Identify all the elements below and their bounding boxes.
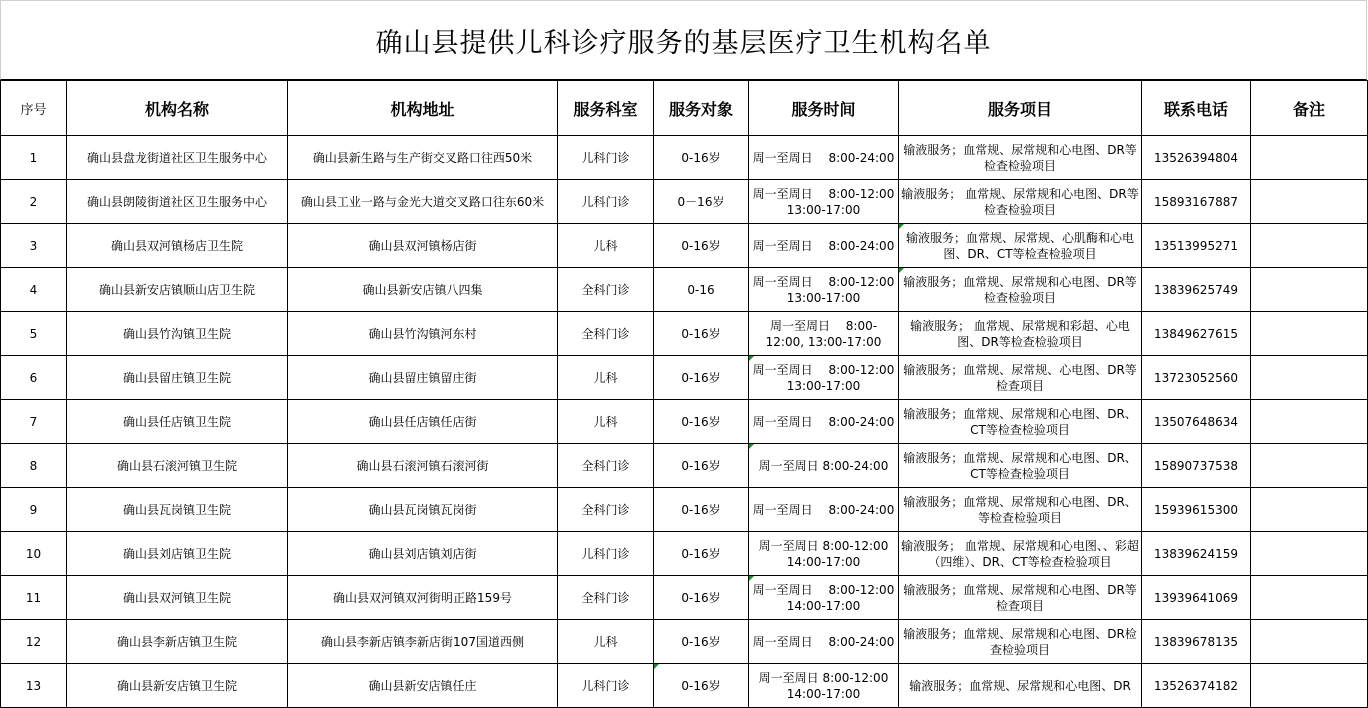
column-header-phone[interactable]: 联系电话 (1142, 81, 1251, 136)
cell-seq-text: 5 (29, 326, 38, 341)
cell-dept-text: 儿科门诊 (581, 194, 630, 209)
cell-phone[interactable] (1142, 620, 1251, 664)
cell-note[interactable] (1251, 576, 1368, 620)
table-row (1, 180, 1368, 224)
cell-note[interactable] (1251, 224, 1368, 268)
cell-items[interactable] (899, 488, 1142, 532)
table-row (1, 400, 1368, 444)
cell-seq[interactable] (1, 532, 67, 576)
cell-items-text: 输液服务； 血常规、尿常规和彩超、心电图、DR等检查检验项目 (910, 318, 1130, 349)
cell-time-text: 周一至周日 8:00-24:00 (752, 634, 895, 649)
cell-items[interactable] (899, 664, 1142, 708)
cell-phone-text: 13526394804 (1154, 150, 1238, 165)
cell-seq-text: 8 (29, 458, 38, 473)
cell-seq-text: 2 (29, 194, 38, 209)
cell-time-text: 周一至周日 8:00-12:00 14:00-17:00 (758, 538, 889, 569)
cell-seq[interactable] (1, 180, 67, 224)
cell-dept-text: 儿科 (593, 238, 618, 253)
cell-name-text: 确山县石滚河镇卫生院 (116, 458, 237, 473)
cell-dept-text: 儿科 (593, 634, 618, 649)
table-row (1, 488, 1368, 532)
cell-name[interactable] (67, 312, 288, 356)
cell-note[interactable] (1251, 664, 1368, 708)
cell-time[interactable] (749, 312, 899, 356)
cell-name-text: 确山县新安店镇顺山店卫生院 (98, 282, 255, 297)
cell-name[interactable] (67, 400, 288, 444)
cell-address[interactable] (288, 224, 558, 268)
cell-target[interactable] (654, 444, 749, 488)
cell-dept[interactable] (558, 488, 654, 532)
cell-dept[interactable] (558, 180, 654, 224)
cell-name[interactable] (67, 136, 288, 180)
cell-address-text: 确山县竹沟镇河东村 (368, 326, 477, 341)
cell-name-text: 确山县新安店镇卫生院 (116, 678, 237, 693)
cell-time-text: 周一至周日 8:00-12:00, 13:00-17:00 (765, 318, 882, 349)
cell-target-text: 0-16岁 (681, 634, 721, 649)
cell-phone[interactable] (1142, 312, 1251, 356)
cell-dept-text: 儿科门诊 (581, 150, 630, 165)
cell-items[interactable] (899, 532, 1142, 576)
cell-address[interactable] (288, 488, 558, 532)
cell-target-text: 0-16 (687, 282, 715, 297)
cell-dept[interactable] (558, 312, 654, 356)
cell-dept[interactable] (558, 664, 654, 708)
cell-phone[interactable] (1142, 664, 1251, 708)
cell-items-text: 输液服务；血常规、尿常规和心电图、DR、CT等检查检验项目 (903, 450, 1137, 481)
cell-address[interactable] (288, 180, 558, 224)
cell-target[interactable] (654, 180, 749, 224)
cell-items-text: 输液服务；血常规、尿常规和心电图、DR、CT等检查检验项目 (903, 406, 1137, 437)
title-cell[interactable] (0, 0, 1367, 80)
cell-dept[interactable] (558, 444, 654, 488)
cell-name[interactable] (67, 488, 288, 532)
cell-items[interactable] (899, 444, 1142, 488)
cell-target-text: 0-16岁 (681, 414, 721, 429)
cell-time[interactable] (749, 356, 899, 400)
cell-address[interactable] (288, 576, 558, 620)
cell-time-text: 周一至周日 8:00-24:00 (752, 150, 895, 165)
cell-phone[interactable] (1142, 400, 1251, 444)
cell-address-text: 确山县双河镇双河街明正路159号 (333, 590, 512, 605)
cell-seq-text: 6 (29, 370, 38, 385)
cell-target[interactable] (654, 488, 749, 532)
cell-time-text: 周一至周日 8:00-12:00 13:00-17:00 (752, 274, 895, 305)
table-row (1, 224, 1368, 268)
cell-items[interactable] (899, 180, 1142, 224)
cell-name[interactable] (67, 268, 288, 312)
cell-target[interactable] (654, 356, 749, 400)
cell-items[interactable] (899, 620, 1142, 664)
cell-phone-text: 13839678135 (1154, 634, 1238, 649)
cell-name-text: 确山县双河镇卫生院 (122, 590, 231, 605)
cell-items-text: 输液服务；血常规、尿常规、心肌酶和心电图、DR、CT等检查检验项目 (905, 230, 1134, 261)
cell-name[interactable] (67, 576, 288, 620)
cell-note[interactable] (1251, 180, 1368, 224)
table-row (1, 620, 1368, 664)
cell-items[interactable] (899, 224, 1142, 268)
cell-phone-text: 13939641069 (1154, 590, 1238, 605)
cell-time[interactable] (749, 180, 899, 224)
cell-dept[interactable] (558, 620, 654, 664)
cell-time-text: 周一至周日 8:00-12:00 13:00-17:00 (752, 362, 895, 393)
cell-address-text: 确山县留庄镇留庄街 (368, 370, 477, 385)
cell-items-text: 输液服务；血常规、尿常规和心电图、DR、等检查检验项目 (903, 494, 1137, 525)
table-row (1, 136, 1368, 180)
cell-time[interactable] (749, 532, 899, 576)
cell-seq-text: 13 (25, 678, 42, 693)
cell-address-text: 确山县工业一路与金光大道交叉路口往东60米 (300, 194, 545, 209)
cell-phone[interactable] (1142, 180, 1251, 224)
table-row (1, 532, 1368, 576)
cell-items-text: 输液服务； 血常规、尿常规和心电图、DR等检查检验项目 (901, 186, 1139, 217)
cell-address-text: 确山县石滚河镇石滚河街 (356, 458, 489, 473)
cell-dept[interactable] (558, 576, 654, 620)
cell-dept-text: 全科门诊 (581, 282, 630, 297)
cell-seq-text: 4 (29, 282, 38, 297)
cell-seq-text: 3 (29, 238, 38, 253)
cell-address[interactable] (288, 400, 558, 444)
cell-items-text: 输液服务；血常规、尿常规和心电图、DR等检查项目 (903, 582, 1137, 613)
cell-items[interactable] (899, 356, 1142, 400)
table-row (1, 356, 1368, 400)
cell-time-text: 周一至周日 8:00-24:00 (752, 238, 895, 253)
cell-phone[interactable] (1142, 488, 1251, 532)
cell-name-text: 确山县双河镇杨店卫生院 (110, 238, 243, 253)
cell-seq[interactable] (1, 356, 67, 400)
cell-address-text: 确山县任店镇任店街 (368, 414, 477, 429)
cell-target-text: 0-16岁 (681, 590, 721, 605)
cell-phone[interactable] (1142, 576, 1251, 620)
table-row (1, 444, 1368, 488)
cell-dept[interactable] (558, 356, 654, 400)
cell-seq-text: 7 (29, 414, 38, 429)
cell-comment-marker-icon (749, 576, 754, 581)
cell-name-text: 确山县李新店镇卫生院 (116, 634, 237, 649)
cell-time-text: 周一至周日 8:00-12:00 13:00-17:00 (752, 186, 895, 217)
cell-time[interactable] (749, 576, 899, 620)
column-header-target[interactable]: 服务对象 (654, 81, 749, 136)
cell-target-text: 0-16岁 (681, 678, 721, 693)
column-header-note[interactable]: 备注 (1251, 81, 1368, 136)
cell-seq-text: 1 (29, 150, 38, 165)
cell-name[interactable] (67, 620, 288, 664)
cell-name[interactable] (67, 180, 288, 224)
cell-time[interactable] (749, 620, 899, 664)
cell-items[interactable] (899, 576, 1142, 620)
cell-phone[interactable] (1142, 268, 1251, 312)
cell-note[interactable] (1251, 532, 1368, 576)
cell-seq[interactable] (1, 444, 67, 488)
cell-seq[interactable] (1, 620, 67, 664)
cell-address[interactable] (288, 620, 558, 664)
cell-phone-text: 13849627615 (1154, 326, 1238, 341)
cell-name[interactable] (67, 224, 288, 268)
cell-address-text: 确山县双河镇杨店街 (368, 238, 477, 253)
cell-phone[interactable] (1142, 224, 1251, 268)
cell-dept[interactable] (558, 224, 654, 268)
cell-items-text: 输液服务；血常规、尿常规和心电图、DR等检查检验项目 (903, 274, 1137, 305)
table-row (1, 576, 1368, 620)
cell-address-text: 确山县新安店镇任庄 (368, 678, 477, 693)
cell-target-text: 0－16岁 (677, 194, 725, 209)
cell-seq-text: 12 (25, 634, 42, 649)
cell-dept[interactable] (558, 532, 654, 576)
cell-name[interactable] (67, 664, 288, 708)
cell-comment-marker-icon (899, 224, 904, 229)
cell-items-text: 输液服务；血常规、尿常规、心电图、DR等检查项目 (903, 362, 1137, 393)
cell-target[interactable] (654, 136, 749, 180)
cell-items[interactable] (899, 400, 1142, 444)
cell-comment-marker-icon (749, 356, 754, 361)
cell-target-text: 0-16岁 (681, 238, 721, 253)
cell-seq-text: 9 (29, 502, 38, 517)
cell-address-text: 确山县新生路与生产街交叉路口往西50米 (312, 150, 533, 165)
cell-address[interactable] (288, 136, 558, 180)
cell-phone-text: 15893167887 (1154, 194, 1238, 209)
cell-address[interactable] (288, 532, 558, 576)
cell-dept-text: 儿科 (593, 370, 618, 385)
cell-name[interactable] (67, 356, 288, 400)
cell-items[interactable] (899, 312, 1142, 356)
cell-target-text: 0-16岁 (681, 326, 721, 341)
cell-address[interactable] (288, 268, 558, 312)
column-header-seq[interactable]: 序号 (1, 81, 67, 136)
cell-target[interactable] (654, 532, 749, 576)
cell-target-text: 0-16岁 (681, 370, 721, 385)
sheet-title: 确山县提供儿科诊疗服务的基层医疗卫生机构名单 (375, 27, 992, 59)
cell-target[interactable] (654, 312, 749, 356)
cell-address[interactable] (288, 664, 558, 708)
column-header-time[interactable]: 服务时间 (749, 81, 899, 136)
cell-seq[interactable] (1, 224, 67, 268)
cell-phone-text: 13513995271 (1154, 238, 1238, 253)
cell-phone-text: 13839625749 (1154, 282, 1238, 297)
cell-note[interactable] (1251, 488, 1368, 532)
cell-address-text: 确山县刘店镇刘店街 (368, 546, 477, 561)
cell-address-text: 确山县新安店镇八四集 (362, 282, 483, 297)
table-row (1, 312, 1368, 356)
cell-target[interactable] (654, 268, 749, 312)
header-row (1, 81, 1368, 136)
cell-note[interactable] (1251, 268, 1368, 312)
cell-time[interactable] (749, 224, 899, 268)
cell-time[interactable] (749, 400, 899, 444)
cell-time-text: 周一至周日 8:00-24:00 (758, 458, 889, 473)
cell-time[interactable] (749, 664, 899, 708)
cell-seq[interactable] (1, 136, 67, 180)
cell-seq[interactable] (1, 488, 67, 532)
cell-time-text: 周一至周日 8:00-12:00 14:00-17:00 (752, 582, 895, 613)
cell-note[interactable] (1251, 136, 1368, 180)
cell-name[interactable] (67, 444, 288, 488)
cell-note[interactable] (1251, 444, 1368, 488)
cell-phone-text: 13839624159 (1154, 546, 1238, 561)
cell-seq[interactable] (1, 576, 67, 620)
cell-address[interactable] (288, 356, 558, 400)
cell-dept-text: 全科门诊 (581, 590, 630, 605)
cell-phone-text: 13723052560 (1154, 370, 1238, 385)
cell-seq[interactable] (1, 268, 67, 312)
cell-items-text: 输液服务； 血常规、尿常规和心电图、、彩超（四维）、DR、CT等检查检验项目 (901, 538, 1139, 569)
cell-name[interactable] (67, 532, 288, 576)
column-header-name[interactable]: 机构名称 (67, 81, 288, 136)
cell-target[interactable] (654, 400, 749, 444)
cell-dept-text: 全科门诊 (581, 502, 630, 517)
cell-note[interactable] (1251, 312, 1368, 356)
cell-comment-marker-icon (654, 664, 659, 669)
cell-note[interactable] (1251, 400, 1368, 444)
cell-target-text: 0-16岁 (681, 546, 721, 561)
cell-dept-text: 儿科门诊 (581, 546, 630, 561)
cell-address[interactable] (288, 312, 558, 356)
cell-phone-text: 13507648634 (1154, 414, 1238, 429)
cell-dept[interactable] (558, 400, 654, 444)
cell-phone[interactable] (1142, 136, 1251, 180)
table-row (1, 664, 1368, 708)
cell-dept[interactable] (558, 136, 654, 180)
cell-items-text: 输液服务；血常规、尿常规和心电图、DR等检查检验项目 (903, 142, 1137, 173)
cell-phone-text: 15890737538 (1154, 458, 1238, 473)
cell-time[interactable] (749, 136, 899, 180)
cell-items[interactable] (899, 136, 1142, 180)
cell-target[interactable] (654, 620, 749, 664)
cell-time[interactable] (749, 488, 899, 532)
cell-dept-text: 全科门诊 (581, 326, 630, 341)
cell-phone-text: 15939615300 (1154, 502, 1238, 517)
cell-target[interactable] (654, 664, 749, 708)
cell-dept[interactable] (558, 268, 654, 312)
cell-seq[interactable] (1, 312, 67, 356)
cell-time-text: 周一至周日 8:00-12:00 14:00-17:00 (758, 670, 889, 701)
cell-name-text: 确山县竹沟镇卫生院 (122, 326, 231, 341)
cell-items-text: 输液服务；血常规、尿常规和心电图、DR (909, 678, 1131, 693)
cell-dept-text: 儿科 (593, 414, 618, 429)
cell-comment-marker-icon (749, 444, 754, 449)
cell-seq-text: 10 (25, 546, 42, 561)
cell-seq[interactable] (1, 400, 67, 444)
cell-dept-text: 全科门诊 (581, 458, 630, 473)
cell-target-text: 0-16岁 (681, 150, 721, 165)
cell-items-text: 输液服务；血常规、尿常规和心电图、DR检查检验项目 (903, 626, 1137, 657)
cell-dept-text: 儿科门诊 (581, 678, 630, 693)
cell-comment-marker-icon (899, 268, 904, 273)
cell-phone-text: 13526374182 (1154, 678, 1238, 693)
cell-name-text: 确山县盘龙街道社区卫生服务中心 (86, 150, 267, 165)
cell-name-text: 确山县瓦岗镇卫生院 (122, 502, 231, 517)
cell-seq[interactable] (1, 664, 67, 708)
table-row (1, 268, 1368, 312)
cell-time-text: 周一至周日 8:00-24:00 (752, 502, 895, 517)
cell-items[interactable] (899, 268, 1142, 312)
cell-address-text: 确山县李新店镇李新店街107国道西侧 (321, 634, 524, 649)
cell-time[interactable] (749, 444, 899, 488)
cell-address[interactable] (288, 444, 558, 488)
cell-time-text: 周一至周日 8:00-24:00 (752, 414, 895, 429)
cell-seq-text: 11 (25, 590, 42, 605)
cell-target[interactable] (654, 224, 749, 268)
institution-table (0, 80, 1368, 708)
column-header-items[interactable]: 服务项目 (899, 81, 1142, 136)
column-header-dept[interactable]: 服务科室 (558, 81, 654, 136)
cell-target-text: 0-16岁 (681, 502, 721, 517)
cell-phone[interactable] (1142, 356, 1251, 400)
cell-address-text: 确山县瓦岗镇瓦岗街 (368, 502, 477, 517)
cell-target[interactable] (654, 576, 749, 620)
cell-name-text: 确山县朗陵街道社区卫生服务中心 (86, 194, 267, 209)
cell-time[interactable] (749, 268, 899, 312)
cell-phone[interactable] (1142, 532, 1251, 576)
cell-note[interactable] (1251, 356, 1368, 400)
cell-note[interactable] (1251, 620, 1368, 664)
column-header-address[interactable]: 机构地址 (288, 81, 558, 136)
cell-target-text: 0-16岁 (681, 458, 721, 473)
table-body (1, 136, 1368, 708)
cell-phone[interactable] (1142, 444, 1251, 488)
cell-name-text: 确山县任店镇卫生院 (122, 414, 231, 429)
cell-name-text: 确山县留庄镇卫生院 (122, 370, 231, 385)
cell-name-text: 确山县刘店镇卫生院 (122, 546, 231, 561)
